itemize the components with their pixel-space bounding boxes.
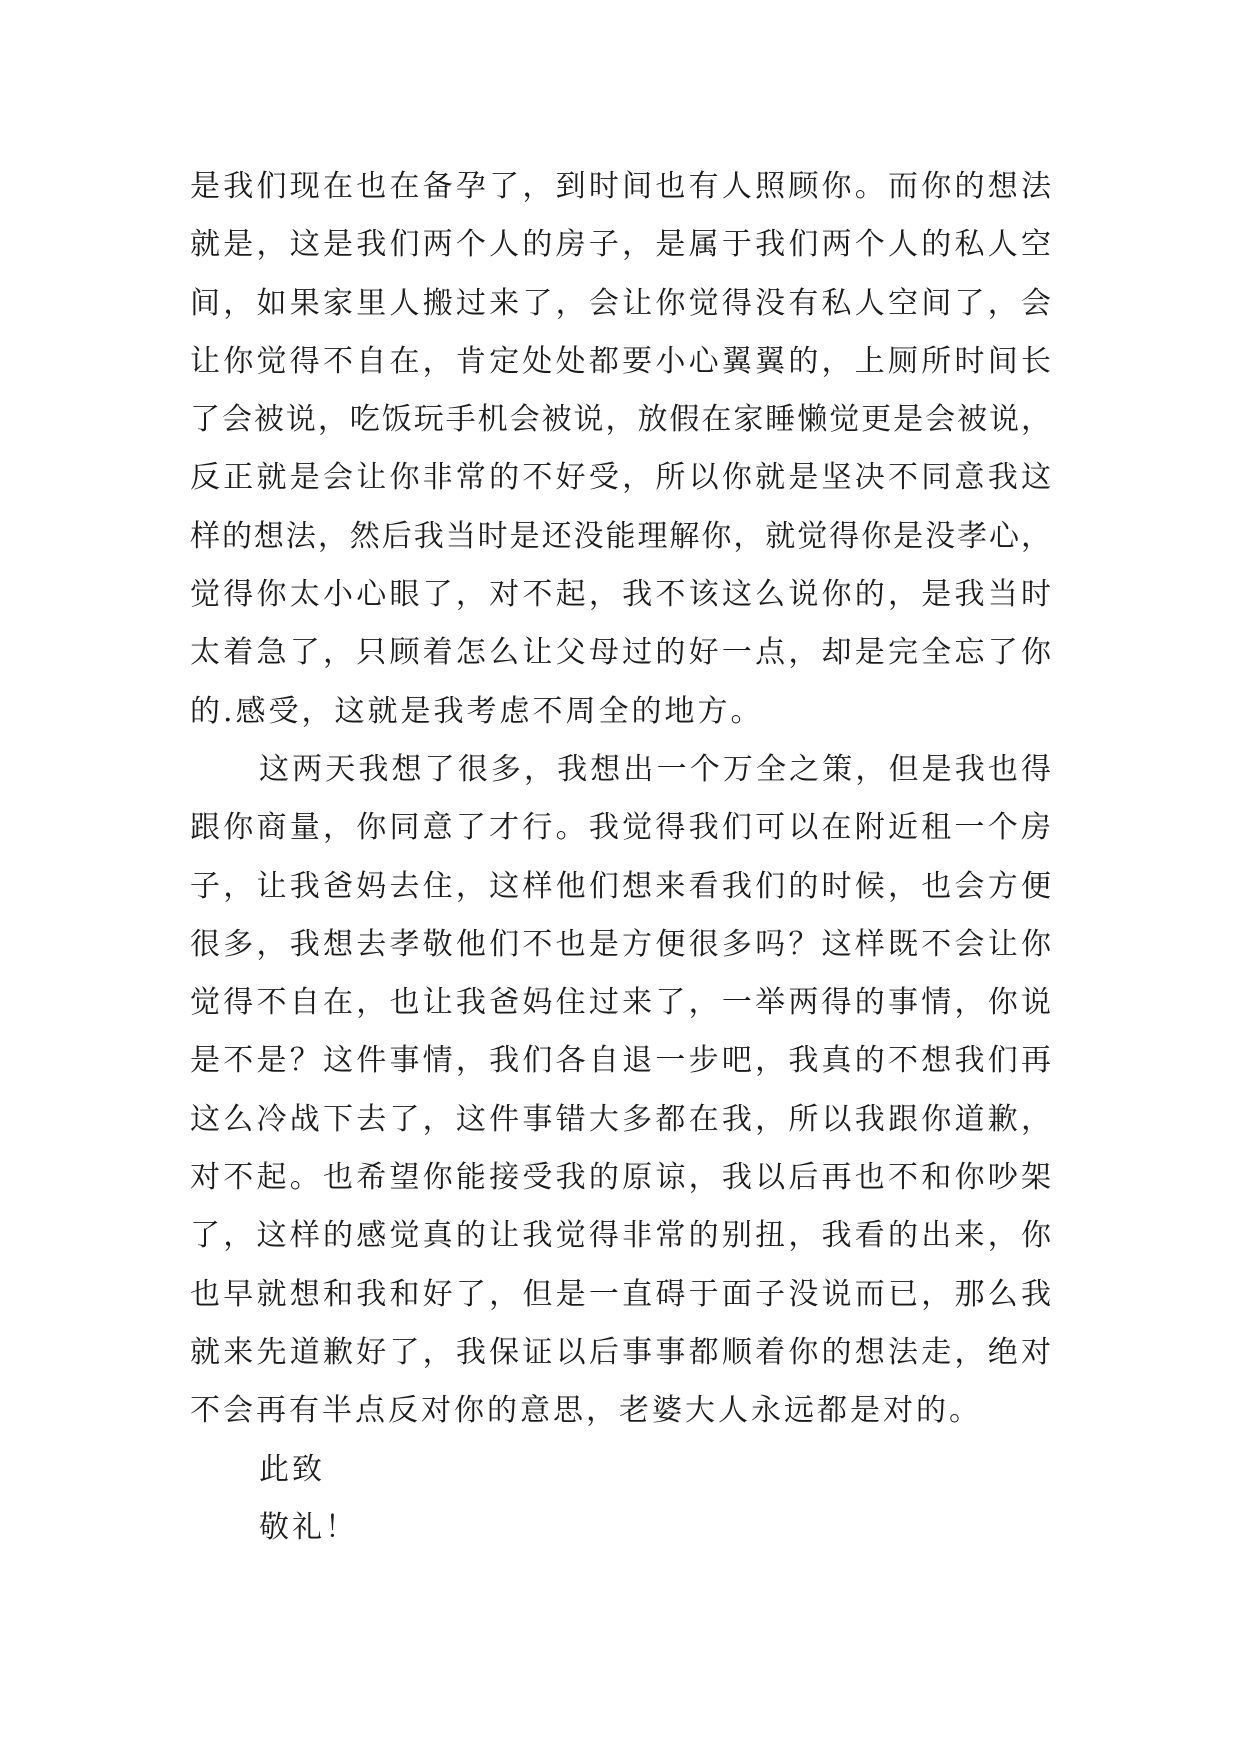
text-line: 的.感受，这就是我考虑不周全的地方。 <box>190 693 764 729</box>
text-line: 这两天我想了很多，我想出一个万全之策，但是我也得 <box>259 751 1051 787</box>
text-line: 也早就想和我和好了，但是一直碍于面子没说而已，那么我 <box>190 1276 1051 1312</box>
text-line: 很多，我想去孝敬他们不也是方便很多吗？这样既不会让你 <box>190 926 1051 962</box>
text-line: 对不起。也希望你能接受我的原谅，我以后再也不和你吵架 <box>190 1160 1051 1196</box>
text-line: 样的想法，然后我当时是还没能理解你，就觉得你是没孝心， <box>190 518 1051 554</box>
text-line: 跟你商量，你同意了才行。我觉得我们可以在附近租一个房 <box>190 810 1051 846</box>
text-line: 了会被说，吃饭玩手机会被说，放假在家睡懒觉更是会被说， <box>190 402 1051 438</box>
text-line: 就是，这是我们两个人的房子，是属于我们两个人的私人空 <box>190 227 1051 263</box>
text-line: 反正就是会让你非常的不好受，所以你就是坚决不同意我这 <box>190 460 1051 496</box>
text-line: 这么冷战下去了，这件事错大多都在我，所以我跟你道歉， <box>190 1101 1051 1137</box>
paragraph-2 <box>190 741 1051 1441</box>
closing-regards: 敬礼！ <box>259 1509 358 1545</box>
closing-salutation: 此致 <box>259 1451 325 1487</box>
text-line: 让你觉得不自在，肯定处处都要小心翼翼的，上厕所时间长 <box>190 343 1051 379</box>
closing <box>190 1441 1051 1558</box>
text-line: 是我们现在也在备孕了，到时间也有人照顾你。而你的想法 <box>190 169 1051 204</box>
text-line: 间，如果家里人搬过来了，会让你觉得没有私人空间了，会 <box>190 285 1051 321</box>
letter-body <box>190 158 1051 1557</box>
text-line: 就来先道歉好了，我保证以后事事都顺着你的想法走，绝对 <box>190 1334 1051 1370</box>
text-line: 不会再有半点反对你的意思，老婆大人永远都是对的。 <box>190 1393 982 1429</box>
text-line: 了，这样的感觉真的让我觉得非常的别扭，我看的出来，你 <box>190 1218 1051 1254</box>
text-line: 是不是？这件事情，我们各自退一步吧，我真的不想我们再 <box>190 1043 1051 1079</box>
paragraph-1 <box>190 158 1051 741</box>
text-line: 子，让我爸妈去住，这样他们想来看我们的时候，也会方便 <box>190 868 1051 904</box>
text-line: 觉得不自在，也让我爸妈住过来了，一举两得的事情，你说 <box>190 985 1051 1021</box>
text-line: 觉得你太小心眼了，对不起，我不该这么说你的，是我当时 <box>190 577 1051 613</box>
text-line: 太着急了，只顾着怎么让父母过的好一点，却是完全忘了你 <box>190 635 1051 671</box>
